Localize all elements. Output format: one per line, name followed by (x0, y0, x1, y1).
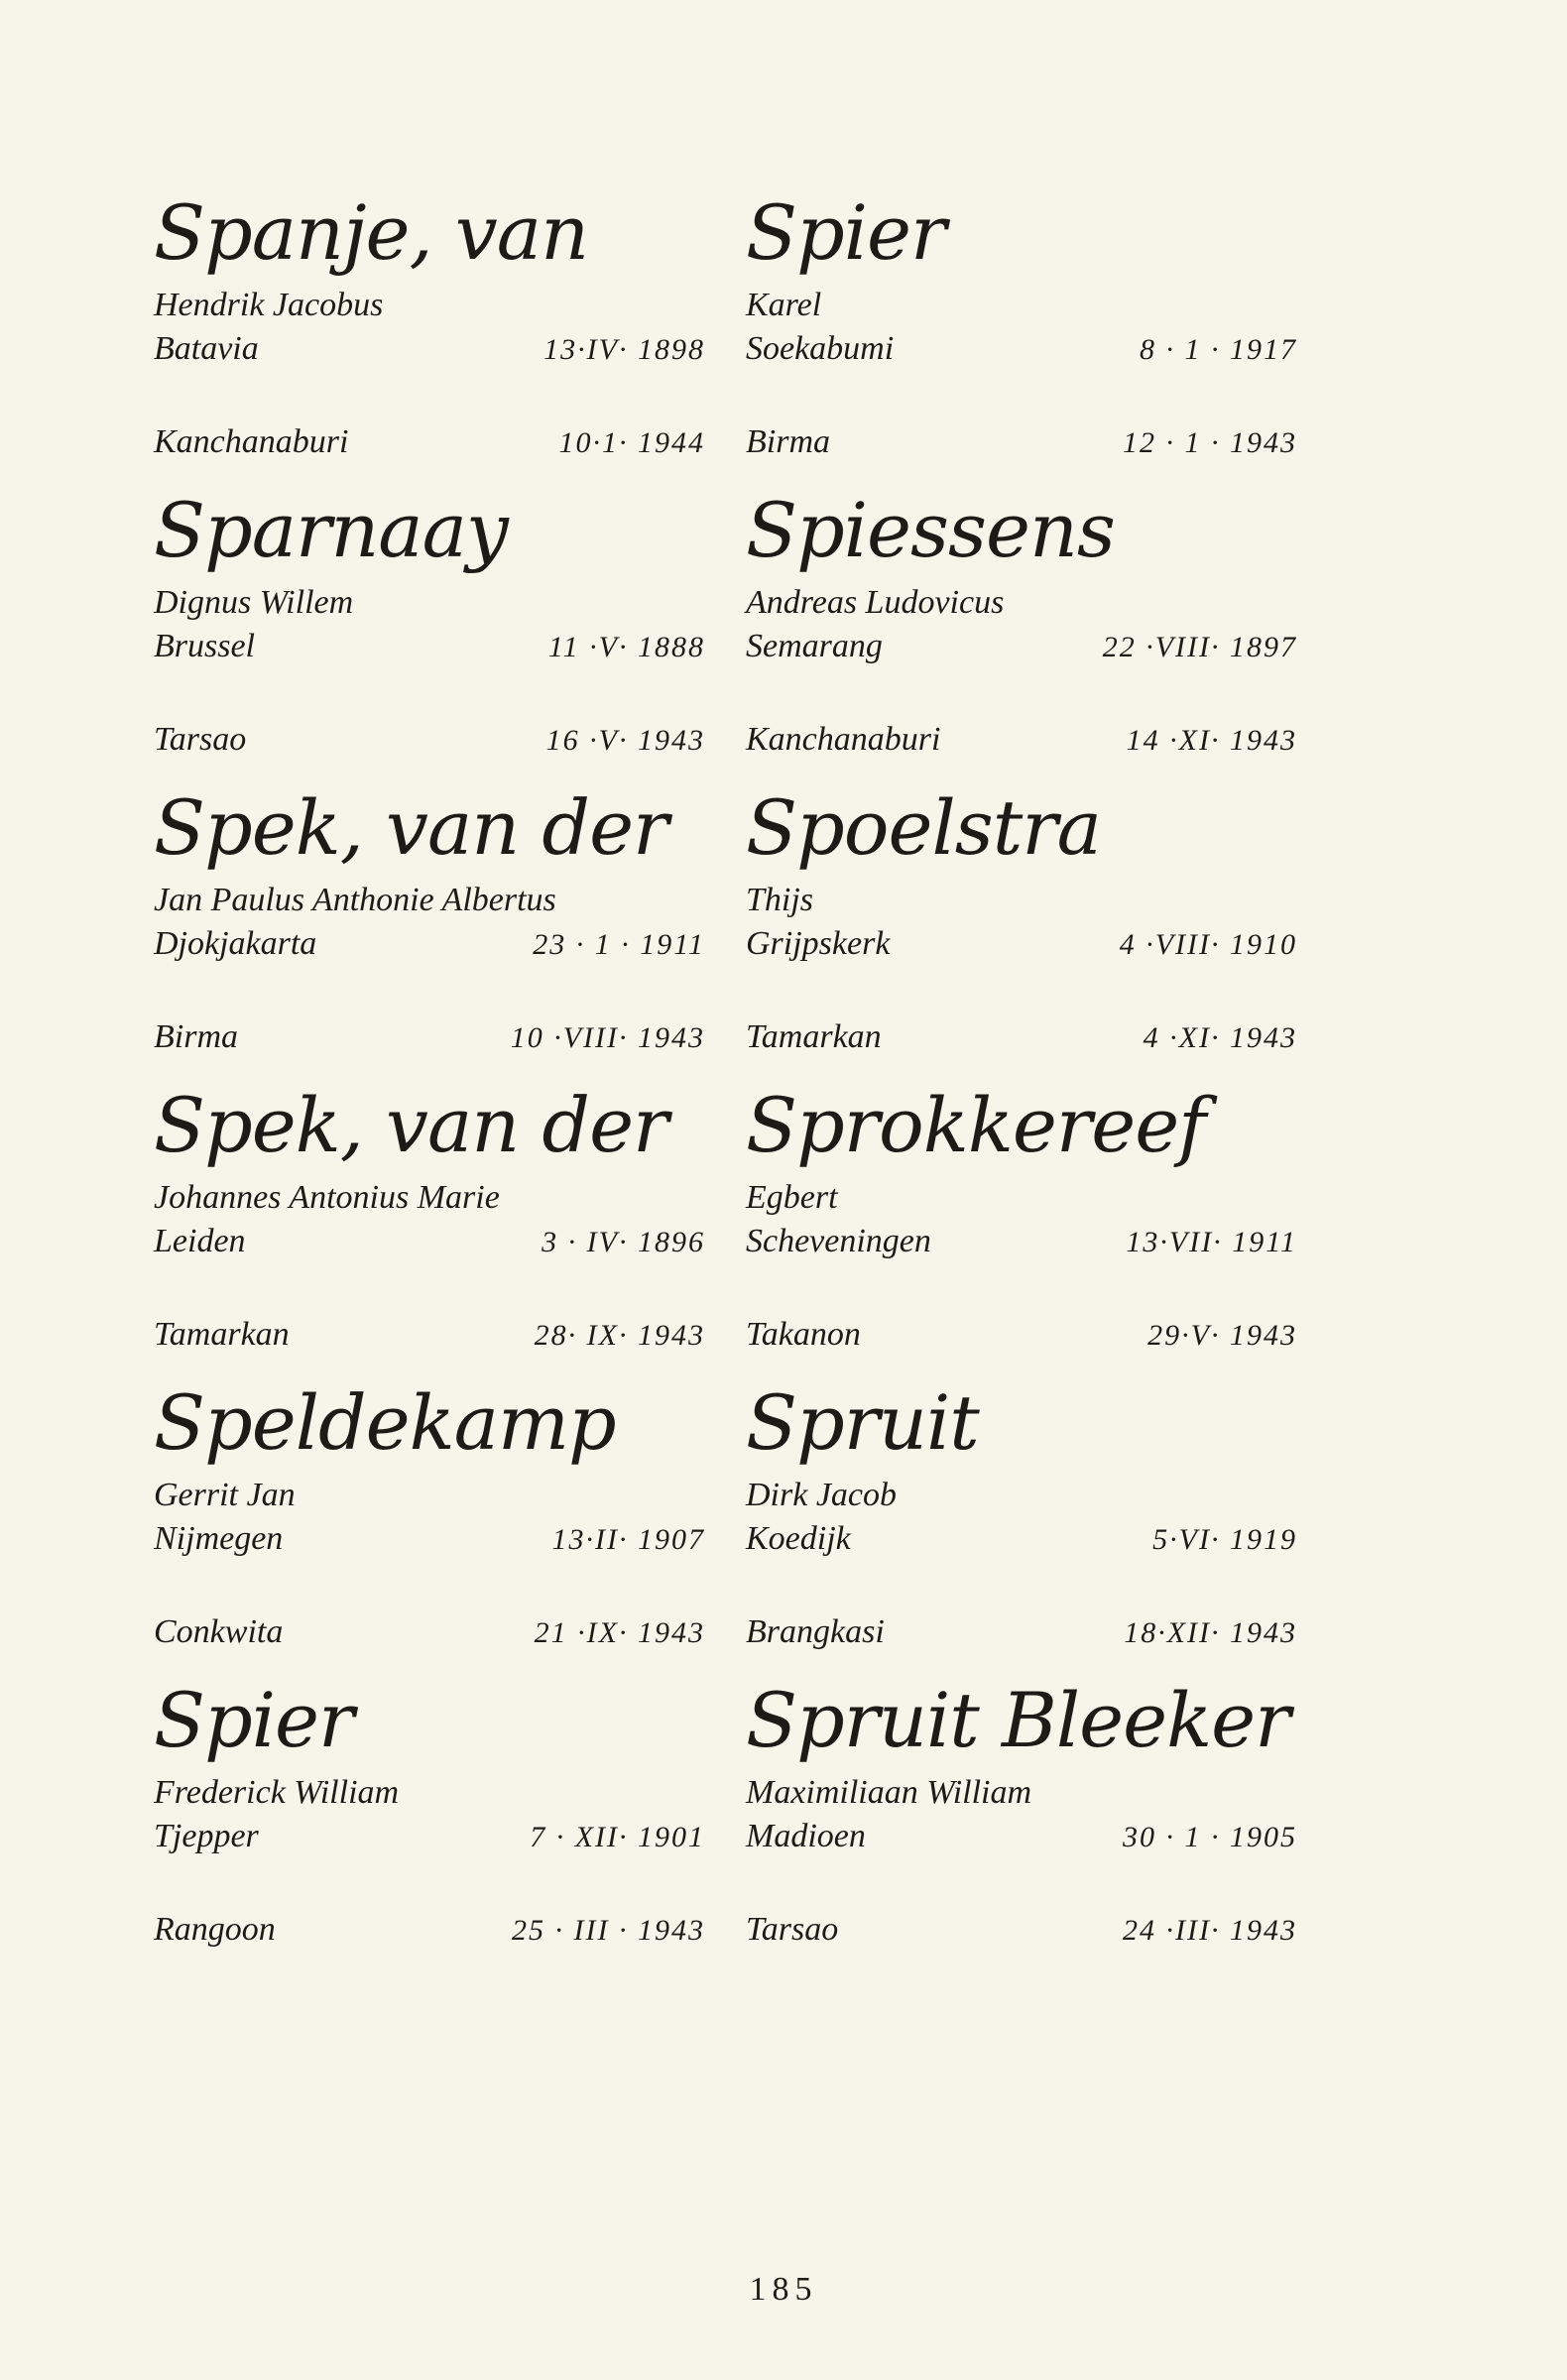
birth-row (746, 1517, 1301, 1561)
surname: Spek, van der (154, 1081, 668, 1169)
birth-place: Scheveningen (746, 1223, 931, 1259)
birth-place: Tjepper (154, 1818, 259, 1854)
birth-row (154, 327, 709, 371)
death-place: Rangoon (154, 1911, 276, 1948)
birth-date: 3 · IV· 1896 (542, 1226, 705, 1258)
name-entry (154, 1081, 709, 1378)
birth-place: Nijmegen (154, 1520, 284, 1557)
death-row (746, 420, 1301, 464)
death-date: 12 · 1 · 1943 (1123, 426, 1297, 459)
name-entry (154, 486, 709, 783)
birth-place: Madioen (746, 1818, 866, 1854)
birth-place: Batavia (154, 330, 259, 367)
surname: Spek, van der (154, 783, 668, 872)
death-place: Tamarkan (746, 1018, 882, 1055)
birth-place: Grijpskerk (746, 925, 891, 962)
birth-row (746, 1815, 1301, 1858)
death-date: 18·XII· 1943 (1124, 1616, 1297, 1649)
death-place: Takanon (746, 1316, 861, 1353)
name-entry (154, 188, 709, 486)
birth-row (154, 922, 709, 966)
surname: Spruit Bleeker (746, 1676, 1290, 1764)
death-date: 10·1· 1944 (558, 426, 705, 459)
birth-row (154, 1517, 709, 1561)
birth-row (746, 922, 1301, 966)
birth-row (154, 625, 709, 668)
death-place: Tarsao (154, 721, 247, 758)
death-date: 21 ·IX· 1943 (534, 1616, 705, 1649)
given-names: Dignus Willem (154, 584, 354, 621)
surname: Spiessens (746, 486, 1115, 574)
surname: Speldekamp (154, 1378, 616, 1467)
death-row (746, 718, 1301, 762)
birth-date: 23 · 1 · 1911 (533, 928, 705, 961)
birth-date: 13·VII· 1911 (1126, 1226, 1297, 1258)
right-column (746, 188, 1301, 1973)
given-names: Thijs (746, 882, 814, 918)
death-row (154, 1015, 709, 1059)
birth-row (154, 1815, 709, 1858)
death-row (746, 1610, 1301, 1654)
death-place: Brangkasi (746, 1613, 885, 1650)
given-names: Dirk Jacob (746, 1477, 898, 1513)
death-date: 10 ·VIII· 1943 (510, 1021, 705, 1054)
name-entry (746, 188, 1301, 486)
death-row (746, 1908, 1301, 1952)
given-names: Jan Paulus Anthonie Albertus (154, 882, 556, 918)
left-column (154, 188, 709, 1973)
death-date: 16 ·V· 1943 (545, 724, 705, 757)
surname: Spoelstra (746, 783, 1101, 872)
death-place: Conkwita (154, 1613, 284, 1650)
death-row (154, 420, 709, 464)
death-place: Tarsao (746, 1911, 839, 1948)
birth-place: Leiden (154, 1223, 246, 1259)
birth-date: 13·IV· 1898 (543, 333, 705, 366)
death-place: Kanchanaburi (746, 721, 941, 758)
birth-place: Semarang (746, 628, 883, 664)
given-names: Maximiliaan William (746, 1774, 1032, 1811)
surname: Spruit (746, 1378, 979, 1467)
birth-row (746, 1220, 1301, 1263)
name-entry (154, 1676, 709, 1973)
name-entry (746, 486, 1301, 783)
given-names: Johannes Antonius Marie (154, 1179, 500, 1216)
birth-row (154, 1220, 709, 1263)
death-row (746, 1015, 1301, 1059)
death-date: 25 · III · 1943 (512, 1914, 705, 1947)
birth-place: Soekabumi (746, 330, 895, 367)
birth-date: 8 · 1 · 1917 (1140, 333, 1297, 366)
birth-date: 11 ·V· 1888 (547, 631, 705, 663)
given-names: Egbert (746, 1179, 838, 1216)
death-date: 14 ·XI· 1943 (1126, 724, 1297, 757)
death-date: 28· IX· 1943 (534, 1319, 705, 1352)
death-date: 29·V· 1943 (1147, 1319, 1297, 1352)
given-names: Gerrit Jan (154, 1477, 296, 1513)
given-names: Andreas Ludovicus (746, 584, 1005, 621)
death-row (154, 718, 709, 762)
death-place: Tamarkan (154, 1316, 290, 1353)
death-date: 4 ·XI· 1943 (1143, 1021, 1297, 1054)
birth-row (746, 327, 1301, 371)
birth-place: Koedijk (746, 1520, 851, 1557)
page-number: 185 (749, 2271, 818, 2308)
death-row (154, 1313, 709, 1357)
name-entry (746, 1676, 1301, 1973)
given-names: Frederick William (154, 1774, 400, 1811)
death-row (746, 1313, 1301, 1357)
surname: Spier (154, 1676, 354, 1764)
death-row (154, 1610, 709, 1654)
death-place: Birma (746, 423, 830, 460)
death-date: 24 ·III· 1943 (1123, 1914, 1297, 1947)
birth-date: 30 · 1 · 1905 (1123, 1821, 1297, 1853)
birth-date: 5·VI· 1919 (1152, 1523, 1297, 1556)
surname: Spanje, van (154, 188, 589, 277)
name-entry (746, 1378, 1301, 1676)
birth-date: 7 · XII· 1901 (530, 1821, 705, 1853)
birth-row (746, 625, 1301, 668)
birth-date: 13·II· 1907 (551, 1523, 705, 1556)
name-entry (746, 1081, 1301, 1378)
death-row (154, 1908, 709, 1952)
surname: Sprokkereef (746, 1081, 1206, 1169)
death-place: Birma (154, 1018, 238, 1055)
birth-date: 4 ·VIII· 1910 (1119, 928, 1297, 961)
name-entry (154, 783, 709, 1081)
death-place: Kanchanaburi (154, 423, 349, 460)
birth-date: 22 ·VIII· 1897 (1102, 631, 1297, 663)
name-entry (746, 783, 1301, 1081)
birth-place: Djokjakarta (154, 925, 317, 962)
given-names: Karel (746, 287, 822, 323)
birth-place: Brussel (154, 628, 255, 664)
surname: Sparnaay (154, 486, 508, 574)
given-names: Hendrik Jacobus (154, 287, 384, 323)
surname: Spier (746, 188, 946, 277)
name-entry (154, 1378, 709, 1676)
